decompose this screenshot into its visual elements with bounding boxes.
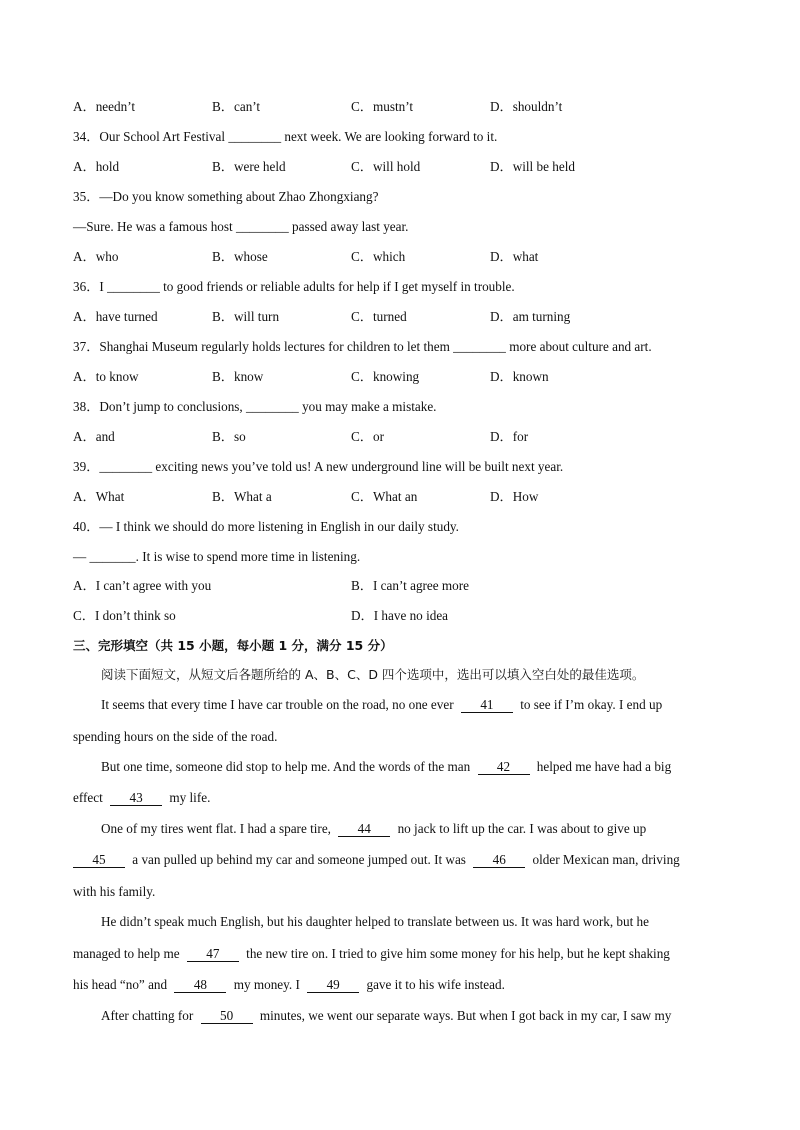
passage-text: the new tire on. I tried to give him some money for his help, but he kept shaking [246,946,670,961]
q37-stem: 37．Shanghai Museum regularly holds lectures for children to let them ________ more about culture and art. [73,339,652,354]
passage-line [73,790,210,806]
q36-option-d: D．am turning [490,309,571,324]
blank-50: 50 [201,1009,253,1024]
blank-48: 48 [174,978,226,993]
q33-option-d: D．shouldn’t [490,99,563,114]
q36-stem: 36．I ________ to good friends or reliable adults for help if I get myself in trouble. [73,279,515,294]
blank-43: 43 [110,791,162,806]
q34-stem: 34．Our School Art Festival ________ next week. We are looking forward to it. [73,129,498,144]
passage-text: managed to help me [73,946,180,961]
passage-line [101,697,662,713]
passage-text: After chatting for [101,1008,194,1023]
section-heading: 三、完形填空（共 15 小题，每小题 1 分，满分 15 分） [73,638,393,653]
passage-text: It seems that every time I have car trouble on the road, no one ever [101,697,454,712]
passage-text: to see if I’m okay. I end up [520,697,663,712]
q36-option-b: B．will turn [212,309,280,324]
q33-option-c: C．mustn’t [351,99,414,114]
blank-49: 49 [307,978,359,993]
q34-option-c: C．will hold [351,159,421,174]
q37-option-d: D．known [490,369,549,384]
passage-line [73,852,680,868]
q40-option-d: D．I have no idea [351,608,449,623]
passage-text: my life. [169,790,211,805]
q40-stem: 40．— I think we should do more listening in English in our daily study. [73,519,459,534]
q39-option-d: D．How [490,489,539,504]
q38-option-a: A．and [73,429,115,444]
q34-option-b: B．were held [212,159,286,174]
passage-text: his head “no” and [73,977,168,992]
passage-text: effect [73,790,103,805]
q39-stem: 39．________ exciting news you’ve told us! A new underground line will be built next year. [73,459,564,474]
passage-text: helped me have had a big [536,759,672,774]
q35-option-c: C．which [351,249,406,264]
passage-text: a van pulled up behind my car and someone jumped out. It was [132,852,466,867]
blank-42: 42 [478,760,530,775]
blank-47: 47 [187,947,239,962]
blank-44: 44 [338,822,390,837]
passage-text: my money. I [233,977,300,992]
passage-line [73,946,670,962]
q35-option-b: B．whose [212,249,268,264]
passage-line [101,1008,671,1024]
q35-option-a: A．who [73,249,119,264]
q38-stem: 38．Don’t jump to conclusions, ________ you may make a mistake. [73,399,437,414]
passage-text: no jack to lift up the car. I was about to give up [397,821,647,836]
blank-41: 41 [461,698,513,713]
q38-option-c: C．or [351,429,384,444]
blank-46: 46 [473,853,525,868]
q39-option-b: B．What a [212,489,272,504]
passage-text: But one time, someone did stop to help me. And the words of the man [101,759,471,774]
q39-option-a: A．What [73,489,125,504]
q40-option-b: B．I can’t agree more [351,578,470,593]
q40-option-a: A．I can’t agree with you [73,578,212,593]
passage-text: minutes, we went our separate ways. But when I got back in my car, I saw my [259,1008,672,1023]
q34-option-d: D．will be held [490,159,575,174]
passage-text: older Mexican man, driving [532,852,680,867]
q33-option-b: B．can’t [212,99,261,114]
q40-option-c: C．I don’t think so [73,608,176,623]
q35-option-d: D．what [490,249,539,264]
passage-text: gave it to his wife instead. [366,977,505,992]
passage-text: One of my tires went flat. I had a spare tire, [101,821,331,836]
passage-line [101,821,646,837]
section-instruction: 阅读下面短文，从短文后各题所给的 A、B、C、D 四个选项中，选出可以填入空白处的最佳选项。 [101,667,645,682]
q33-option-a: A．needn’t [73,99,136,114]
q37-option-b: B．know [212,369,264,384]
q40-stem-2: — _______. It is wise to spend more time in listening. [73,549,361,564]
q39-option-c: C．What an [351,489,418,504]
passage-line: He didn’t speak much English, but his daughter helped to translate between us. It was hard work, but he [101,914,650,929]
q35-stem: 35．—Do you know something about Zhao Zhongxiang? [73,189,379,204]
q35-stem-2: —Sure. He was a famous host ________ passed away last year. [73,219,409,234]
passage-line: with his family. [73,884,156,899]
q38-option-b: B．so [212,429,246,444]
q36-option-a: A．have turned [73,309,158,324]
blank-45: 45 [73,853,125,868]
q36-option-c: C．turned [351,309,407,324]
passage-line [73,977,505,993]
q37-option-a: A．to know [73,369,139,384]
q34-option-a: A．hold [73,159,120,174]
q38-option-d: D．for [490,429,529,444]
q37-option-c: C．knowing [351,369,420,384]
passage-line [101,759,671,775]
passage-line: spending hours on the side of the road. [73,729,278,744]
